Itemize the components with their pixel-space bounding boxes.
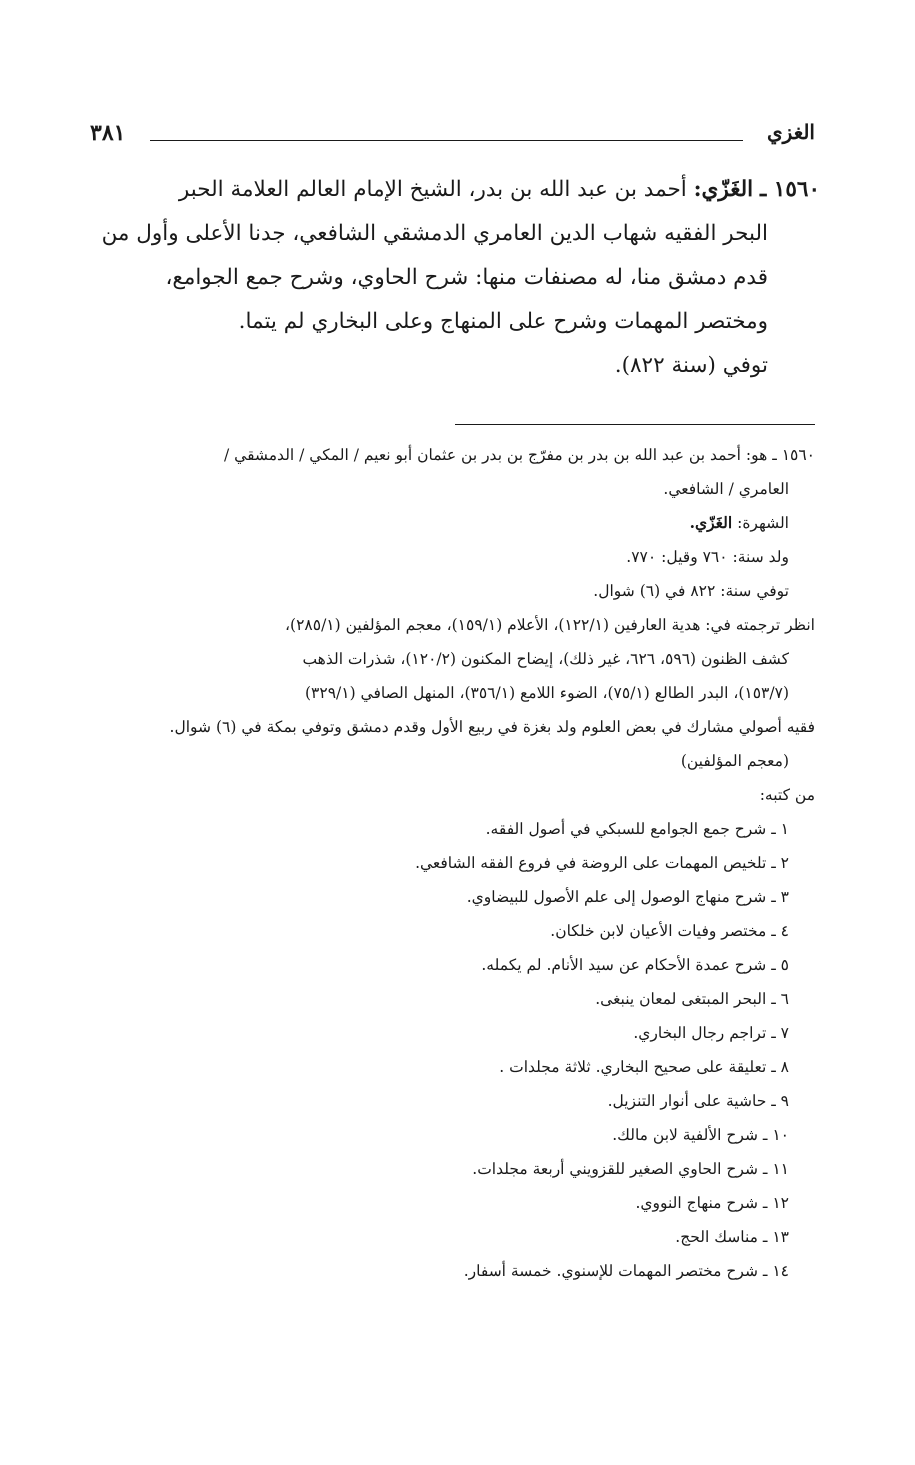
list-item: ٦ ـ البحر المبتغى لمعان ينبغى. bbox=[595, 990, 789, 1008]
page-number: ٣٨١ bbox=[90, 120, 126, 146]
footnote bbox=[90, 438, 815, 1288]
list-item: ١ ـ شرح جمع الجوامع للسبكي في أصول الفقه. bbox=[485, 820, 789, 838]
list-item: ٤ ـ مختصر وفيات الأعيان لابن خلكان. bbox=[550, 922, 789, 940]
footnote-sources-1: انظر ترجمته في: هدية العارفين (١٢٢/١)، الأعلام (١٥٩/١)، معجم المؤلفين (٢٨٥/١)، bbox=[285, 616, 815, 634]
entry-death-year: توفي (سنة ٨٢٢). bbox=[614, 353, 768, 378]
footnote-bio-source: (معجم المؤلفين) bbox=[680, 752, 789, 770]
footnote-separator bbox=[455, 424, 815, 425]
footnote-bio: فقيه أصولي مشارك في بعض العلوم ولد بغزة في ربيع الأول وقدم دمشق وتوفي بمكة في (٦) شوال. bbox=[169, 718, 815, 736]
list-item: ١٠ ـ شرح الألفية لابن مالك. bbox=[612, 1126, 789, 1144]
footnote-died: توفي سنة: ٨٢٢ في (٦) شوال. bbox=[593, 582, 789, 600]
footnote-sources-2: كشف الظنون (٥٩٦، ٦٢٦، غير ذلك)، إيضاح المكنون (١٢٠/٢)، شذرات الذهب bbox=[302, 650, 789, 668]
entry-number: ١٥٦٠ ـ bbox=[760, 177, 820, 202]
fame-label: الشهرة: bbox=[737, 514, 789, 532]
entry-line-4: ومختصر المهمات وشرح على المنهاج وعلى البخاري لم يتما. bbox=[238, 309, 768, 334]
biography-entry bbox=[80, 168, 820, 388]
header-rule bbox=[150, 140, 743, 141]
list-item: ٨ ـ تعليقة على صحيح البخاري. ثلاثة مجلدات . bbox=[499, 1058, 789, 1076]
footnote-fame bbox=[90, 506, 815, 540]
list-item: ٩ ـ حاشية على أنوار التنزيل. bbox=[607, 1092, 789, 1110]
list-item: ١٢ ـ شرح منهاج النووي. bbox=[635, 1194, 789, 1212]
footnote-sources-3: (١٥٣/٧)، البدر الطالع (٧٥/١)، الضوء اللامع (٣٥٦/١)، المنهل الصافي (٣٢٩/١) bbox=[304, 684, 789, 702]
fame-value: الغَزّي. bbox=[689, 513, 733, 532]
running-title: الغزي bbox=[767, 120, 815, 144]
list-item: ٣ ـ شرح منهاج الوصول إلى علم الأصول للبيضاوي. bbox=[466, 888, 789, 906]
list-item: ٧ ـ تراجم رجال البخاري. bbox=[633, 1024, 789, 1042]
footnote-born: ولد سنة: ٧٦٠ وقيل: ٧٧٠. bbox=[626, 548, 789, 566]
entry-line-1 bbox=[80, 168, 820, 212]
running-header bbox=[90, 118, 815, 158]
list-item: ٢ ـ تلخيص المهمات على الروضة في فروع الفقه الشافعي. bbox=[415, 854, 789, 872]
entry-line-1-text: أحمد بن عبد الله بن بدر، الشيخ الإمام العالم العلامة الحبر bbox=[178, 177, 687, 202]
entry-name: الغَزّي: bbox=[693, 177, 754, 202]
books-list bbox=[90, 812, 815, 1288]
list-item: ٥ ـ شرح عمدة الأحكام عن سيد الأنام. لم يكمله. bbox=[481, 956, 789, 974]
books-heading: من كتبه: bbox=[759, 786, 815, 804]
entry-line-2: البحر الفقيه شهاب الدين العامري الدمشقي الشافعي، جدنا الأعلى وأول من bbox=[101, 221, 768, 246]
list-item: ١١ ـ شرح الحاوي الصغير للقزويني أربعة مجلدات. bbox=[472, 1160, 789, 1178]
entry-line-3: قدم دمشق منا، له مصنفات منها: شرح الحاوي، وشرح جمع الجوامع، bbox=[165, 265, 768, 290]
list-item: ١٣ ـ مناسك الحج. bbox=[675, 1228, 789, 1246]
list-item: ١٤ ـ شرح مختصر المهمات للإسنوي. خمسة أسفار. bbox=[463, 1262, 789, 1280]
footnote-line-1: ١٥٦٠ ـ هو: أحمد بن عبد الله بن بدر بن مفرّج بن بدر بن عثمان أبو نعيم / المكي / الدمشقي / bbox=[224, 446, 815, 464]
footnote-line-2: العامري / الشافعي. bbox=[663, 480, 789, 498]
